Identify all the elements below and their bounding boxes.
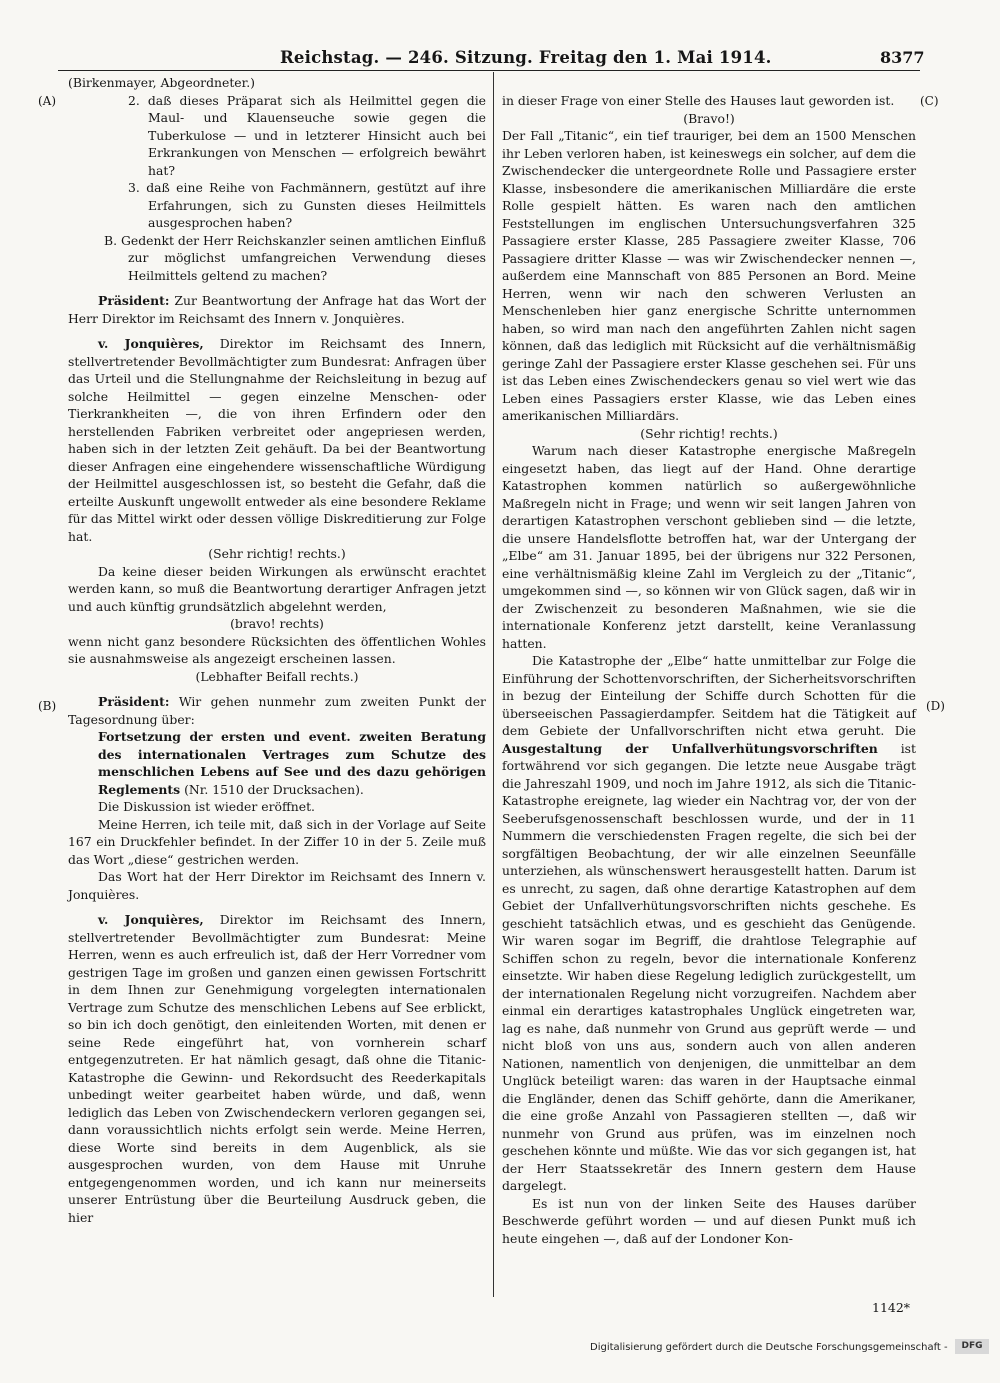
speaker-name: v. Jonquières, [98, 912, 204, 927]
paragraph-text: Direktor im Reichsamt des Innern, stellvertretender Bevollmächtigter zum Bundesrat: Anfragen über das Urteil und die Stellungnahme der Reichsleitung in bezug auf solche Heilmittel — gegen einzelne Menschen- oder Tierkrankheiten —, die von ihren Erfindern oder den herstellenden Fabriken verbreitet oder angepriesen werden, haben sich in der letzten Zeit gehäuft. Da bei der Beantwortung dieser Anfragen eine eingehendere wissenschaftliche Würdigung der Heilmittel ausgeschlossen ist, so besteht die Gefahr, daß die erteilte Auskunft ungewollt entweder als eine besondere Reklame für das Mittel wirkt oder dessen völlige Diskreditierung zur Folge hat. [68, 336, 486, 544]
inquiry-point-2: 2. daß dieses Präparat sich als Heilmittel gegen die Maul- und Klauenseuche sowie gegen die Tuberkulose — und in letzterer Hinsicht auch bei Erkrankungen von Menschen — erfolgreich bewährt hat? [128, 92, 486, 178]
running-header: Reichstag. — 246. Sitzung. Freitag den 1. Mai 1914. [280, 48, 772, 67]
paragraph [68, 911, 486, 1226]
paragraph: Das Wort hat der Herr Direktor im Reichsamt des Innern v. Jonquières. [68, 869, 486, 902]
footer-credit: Digitalisierung gefördert durch die Deutsche Forschungsgemeinschaft - [590, 1342, 948, 1353]
agenda-item-title: Fortsetzung der ersten und event. zweiten Beratung des internationalen Vertrages zum Schutze des menschlichen Lebens auf See und des dazu gehörigen Reglements [98, 729, 486, 797]
margin-mark-d: (D) [926, 699, 945, 713]
speaker-continuation: (Birkenmayer, Abgeordneter.) [68, 75, 255, 90]
paragraph: Warum nach dieser Katastrophe energische Maßregeln eingesetzt haben, das liegt auf der Hand. Ohne derartige Katastrophen kommen natürlich so außergewöhnliche Maßregeln nicht in Frage; und wenn wir seit langen Jahren von derartigen Katastrophen verschont geblieben sind — die letzte, die unsere Handelsflotte betroffen hat, war der Untergang der „Elbe“ am 31. Januar 1895, bei der übrigens nur 322 Personen, eine verhältnismäßig kleine Zahl im Vergleich zu der „Titanic“, umgekommen sind —, so können wir von Glück sagen, daß wir in der Zwischenzeit zu besonderen Maßnahmen, wie sie die internationale Konferenz jetzt darstellt, keine Veranlassung hatten. [502, 443, 916, 651]
paragraph [502, 652, 916, 1195]
agenda-item [68, 728, 486, 798]
inquiry-point-3: 3. daß eine Reihe von Fachmännern, gestützt auf ihre Erfahrungen, sich zu Gunsten dieses Heilmittels ausgesprochen haben? [128, 180, 486, 230]
header-rule [58, 70, 920, 71]
right-column [502, 92, 916, 1247]
speaker-name: v. Jonquières, [98, 336, 204, 351]
interjection: (Sehr richtig! rechts.) [640, 425, 778, 441]
paragraph [68, 292, 486, 327]
agenda-item-reference: (Nr. 1510 der Drucksachen). [184, 781, 364, 797]
interjection: (bravo! rechts) [230, 616, 324, 631]
emphasis: Ausgestaltung der Unfallverhütungsvorschriften [502, 740, 878, 756]
paragraph: in dieser Frage von einer Stelle des Hauses laut geworden ist. [502, 93, 895, 108]
paragraph: Es ist nun von der linken Seite des Hauses darüber Beschwerde geführt worden — und auf diesen Punkt muß ich heute eingehen —, daß auf der Londoner Kon- [502, 1195, 916, 1246]
paragraph-text: Die Katastrophe der „Elbe“ hatte unmittelbar zur Folge die Einführung der Schottenvorschriften, der Sicherheitsvorschriften in bezug der Einteilung der Schiffe durch Schotten für die überseeischen Passagierdampfer. Seitdem hat die Tätigkeit auf dem Gebiete der Unfallvorschriften nicht etwa geruht. Die [502, 653, 916, 738]
interjection: (Sehr richtig! rechts.) [208, 546, 346, 561]
paragraph [68, 693, 486, 728]
paragraph-text: Direktor im Reichsamt des Innern, stellvertretender Bevollmächtigter zum Bundesrat: Meine Herren, wenn es auch erfreulich ist, daß der Herr Vorredner vom gestrigen Tage im großen und ganzen einen gewissen Fortschritt in dem Ihnen zur Genehmigung vorgelegten internationalen Vertrage zum Schutze des menschlichen Lebens auf See erblickt, so bin ich doch genötigt, den einleitenden Worten, mit denen er seine Rede eingeführt hat, von vornherein scharf entgegenzutreten. Er hat nämlich gesagt, daß ohne die Titanic-Katastrophe die Gewinn- und Rekordsucht des Reederkapitals unbedingt weiter gearbeitet haben würde, und daß, wenn lediglich das Leben von Zwischendeckern verloren gegangen sei, dann voraussichtlich nichts erfolgt sein werde. Meine Herren, diese Worte sind bereits in dem Augenblick, als sie ausgesprochen wurden, von dem Hause mit Unruhe entgegengenommen worden, und ich kann nur meinerseits unserer Entrüstung über die Beurteilung Ausdruck geben, die hier [68, 912, 486, 1225]
speaker-name: Präsident: [98, 293, 170, 308]
left-column [68, 74, 486, 1226]
column-divider [493, 72, 494, 1297]
margin-mark-a: (A) [38, 94, 57, 108]
paragraph-text: Wir gehen nunmehr zum zweiten Punkt der Tagesordnung über: [68, 694, 486, 727]
paragraph: wenn nicht ganz besondere Rücksichten des öffentlichen Wohles sie ausnahmsweise als angezeigt erscheinen lassen. [68, 633, 486, 666]
inquiry-point-b: B. Gedenkt der Herr Reichskanzler seinen amtlichen Einfluß zur möglichst umfangreichen Verwendung dieses Heilmittels geltend zu machen? [104, 232, 487, 283]
dfg-logo: DFG [955, 1339, 989, 1354]
margin-mark-c: (C) [920, 94, 939, 108]
paragraph-text: ist fortwährend vor sich gegangen. Die letzte neue Ausgabe trägt die Jahreszahl 1909, und noch im Jahre 1912, als sich die Titanic-Katastrophe ereignete, lag wieder ein Nachtrag vor, der von der Seeberufsgenossenschaft beschlossen wurde, und der in 11 Nummern die verschiedensten Fragen regelte, die sich bei der sorgfältigen Beobachtung, der wir alle einzelnen Seeunfälle unterziehen, als wünschenswert herausgestellt hatten. Darum ist es unrecht, zu sagen, daß ohne derartige Katastrophen auf dem Gebiet der Unfallverhütungsvorschriften nichts geschehe. Es geschieht tatsächlich etwas, und es geschieht das Genügende. Wir waren sogar im Begriff, die drahtlose Telegraphie auf Schiffen schon zu regeln, bevor die internationale Konferenz einsetzte. Wir haben diese Regelung lediglich zurückgestellt, um der internationalen Regelung nicht vorzugreifen. Nachdem aber einmal ein derartiges katastrophales Unglück eingetreten war, lag es nahe, daß nunmehr von Grund aus geprüft werde — und nicht bloß von uns aus, sondern auch von allen anderen Nationen, namentlich von denjenigen, die unmittelbar an dem Unglück beteiligt waren: das waren in der Hauptsache einmal die Engländer, denen das Schiff gehörte, dann die Amerikaner, die eine große Anzahl von Passagieren stellten —, daß wir nunmehr von Grund aus prüfen, was im einzelnen noch geschehen könnte und müßte. Wie das vor sich gegangen ist, hat der Herr Staatssekretär des Innern gestern dem Hause dargelegt. [502, 740, 916, 1193]
interjection: (Bravo!) [683, 110, 735, 126]
sheet-signature: 1142* [872, 1300, 911, 1315]
paragraph [68, 335, 486, 545]
paragraph: Der Fall „Titanic“, ein tief trauriger, bei dem an 1500 Menschen ihr Leben verloren haben, ist keineswegs ein solcher, auf dem die Zwischendecker die untergeordnete Rolle und Passagiere erster Klasse, insbesondere die amerikanischen Milliardäre die erste Rolle gespielt hätten. Es waren nach den amtlichen Feststellungen im englischen Untersuchungsverfahren 325 Passagiere erster Klasse, 285 Passagiere zweiter Klasse, 706 Passagiere dritter Klasse — was wir Zwischendecker nennen —, außerdem eine Mannschaft von 885 Personen an Bord. Meine Herren, wenn wir nach den schweren Verlusten an Menschenleben hier ganz energische Schritte unternommen haben, so wird man nach den angeführten Zahlen nicht sagen können, daß das lediglich mit Rücksicht auf die verhältnismäßig geringe Zahl der Passagiere erster Klasse geschehen sei. Für uns ist das Leben eines Zwischendeckers genau so viel wert wie das Leben eines Passagiers erster Klasse, wie das Leben eines amerikanischen Milliardärs. [502, 128, 916, 423]
margin-mark-b: (B) [38, 699, 57, 713]
paragraph-text: Zur Beantwortung der Anfrage hat das Wort der Herr Direktor im Reichsamt des Innern v. Jonquières. [68, 293, 486, 326]
page-number: 8377 [880, 48, 925, 67]
paragraph: Meine Herren, ich teile mit, daß sich in der Vorlage auf Seite 167 ein Druckfehler befindet. In der Ziffer 10 in der 5. Zeile muß das Wort „diese“ gestrichen werden. [68, 816, 486, 867]
paragraph: Die Diskussion ist wieder eröffnet. [98, 799, 315, 814]
interjection: (Lebhafter Beifall rechts.) [195, 668, 359, 684]
paragraph: Da keine dieser beiden Wirkungen als erwünscht erachtet werden kann, so muß die Beantwortung derartiger Anfragen jetzt und auch künftig grundsätzlich abgelehnt werden, [68, 563, 486, 614]
speaker-name: Präsident: [98, 694, 170, 709]
